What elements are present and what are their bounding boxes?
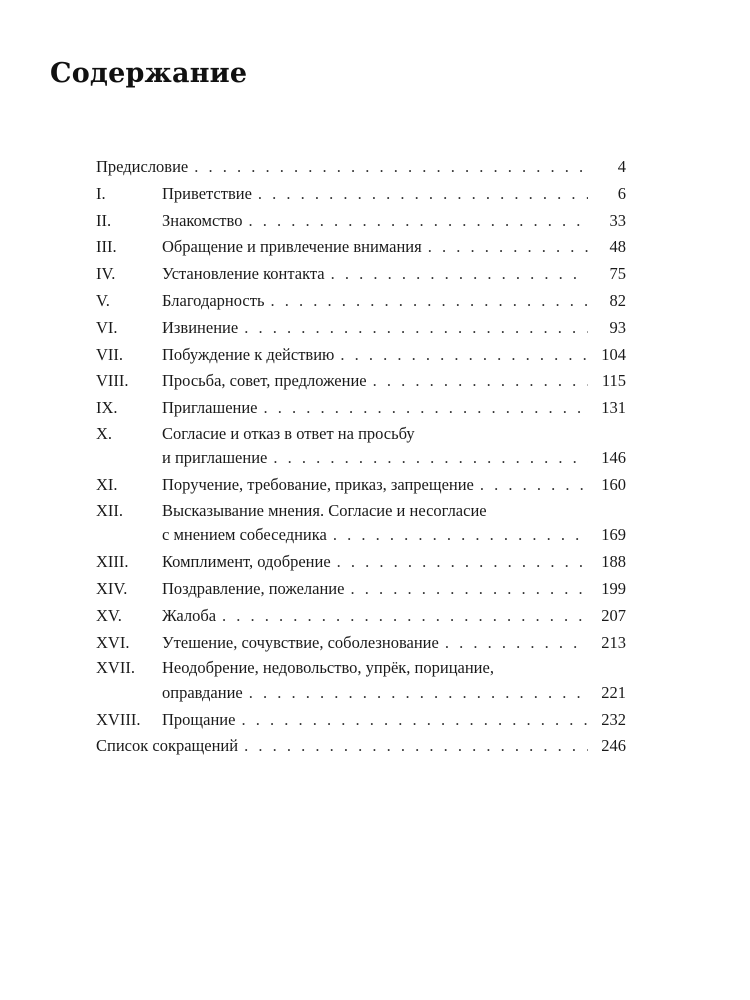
toc-entry[interactable] [96,656,626,706]
chapter-number: XIV. [96,578,128,598]
chapter-number: XIII. [96,552,129,572]
chapter-number: V. [96,290,110,310]
toc-entry-title: Установление контакта [162,264,325,284]
toc-entry-title-continued: оправдание [162,682,243,702]
toc-entry-preface[interactable] [96,154,626,181]
toc-entry-title: Поручение, требование, приказ, запрещение [162,475,474,495]
dot-leader [340,342,588,369]
dot-leader [244,315,588,342]
toc-entry[interactable] [96,288,626,315]
dot-leader [350,576,588,603]
toc-page-number: 213 [601,632,626,652]
toc-entry-title: Приветствие [162,183,252,203]
toc-entry[interactable] [96,549,626,576]
toc-entry[interactable] [96,368,626,395]
toc-entry-title: Утешение, сочувствие, соболезнование [162,632,439,652]
dot-leader [249,680,588,707]
dot-leader [480,472,588,499]
toc-page-number: 104 [601,344,626,364]
toc-entry-title: Обращение и привлечение внимания [162,237,422,257]
toc-entry[interactable] [96,208,626,235]
chapter-number: XVIII. [96,709,141,729]
toc-page-number: 6 [617,183,626,203]
toc-page-number: 131 [601,398,626,418]
dot-leader [331,261,588,288]
toc-page-number: 82 [609,290,626,310]
dot-leader [244,733,588,760]
dot-leader [241,707,588,734]
toc-entry[interactable] [96,181,626,208]
toc-page-number: 169 [601,525,626,545]
dot-leader [337,549,588,576]
toc-entry[interactable] [96,707,626,734]
chapter-number: XI. [96,475,118,495]
toc-page-number: 33 [609,210,626,230]
dot-leader [373,368,588,395]
toc-entry-title: Комплимент, одобрение [162,552,331,572]
toc-entry-title: Предисловие [96,157,189,176]
toc-page-number: 146 [601,448,626,468]
toc-entry[interactable] [96,499,626,549]
toc-entry[interactable] [96,234,626,261]
toc-page-number: 221 [601,682,626,702]
chapter-number: VIII. [96,371,129,391]
chapter-number: XV. [96,605,122,625]
toc-page-number: 199 [601,578,626,598]
toc-page-number: 160 [601,475,626,495]
toc-entry-title: Неодобрение, недовольство, упрёк, порицание, [162,658,494,678]
toc-entry[interactable] [96,261,626,288]
toc-page-number: 93 [609,317,626,337]
toc-page-number: 115 [601,371,626,391]
toc-page-number: 48 [609,237,626,257]
chapter-number: II. [96,210,112,230]
toc-entry[interactable] [96,395,626,422]
chapter-number: X. [96,423,113,443]
toc-entry-title: Благодарность [162,290,265,310]
toc-page-number: 75 [609,264,626,284]
dot-leader [428,234,588,261]
toc-entry[interactable] [96,315,626,342]
toc-entry-title: Прощание [162,709,236,729]
page-title: Содержание [50,58,248,89]
toc-entry-title: Жалоба [162,605,217,625]
toc-entry-title: Согласие и отказ в ответ на просьбу [162,423,415,443]
toc-entry[interactable] [96,422,626,472]
dot-leader [222,603,588,630]
dot-leader [333,522,588,549]
dot-leader [194,154,588,181]
toc-entry-title: Список сокращений [96,736,239,756]
chapter-number: XII. [96,500,124,520]
dot-leader [445,630,588,657]
chapter-number: IX. [96,398,118,418]
chapter-number: VI. [96,317,118,337]
toc-entry-title: Знакомство [162,210,243,230]
toc-entry[interactable] [96,603,626,630]
toc-entry-title: Просьба, совет, предложение [162,371,367,391]
table-of-contents [96,154,626,760]
toc-entry-abbreviations[interactable] [96,733,626,760]
toc-entry-title-continued: с мнением собеседника [162,525,327,545]
toc-entry-title: Приглашение [162,398,258,418]
toc-entry[interactable] [96,342,626,369]
dot-leader [273,445,588,472]
toc-page-number: 188 [601,552,626,572]
chapter-number: IV. [96,264,116,284]
dot-leader [264,395,589,422]
chapter-number: III. [96,237,117,257]
toc-entry[interactable] [96,576,626,603]
toc-entry-title: Высказывание мнения. Согласие и несогласие [162,500,487,520]
toc-entry-title: Извинение [162,317,239,337]
toc-page-number: 246 [601,736,626,756]
toc-entry[interactable] [96,630,626,657]
toc-page-number: 4 [617,157,626,176]
toc-page-number: 207 [601,605,626,625]
dot-leader [248,208,588,235]
dot-leader [258,181,588,208]
toc-entry-title: Побуждение к действию [162,344,335,364]
toc-entry-title-continued: и приглашение [162,448,268,468]
chapter-number: XVII. [96,658,135,678]
chapter-number: I. [96,183,106,203]
chapter-number: VII. [96,344,124,364]
toc-entry-title: Поздравление, пожелание [162,578,345,598]
dot-leader [270,288,588,315]
chapter-number: XVI. [96,632,130,652]
toc-entry[interactable] [96,472,626,499]
toc-page-number: 232 [601,709,626,729]
